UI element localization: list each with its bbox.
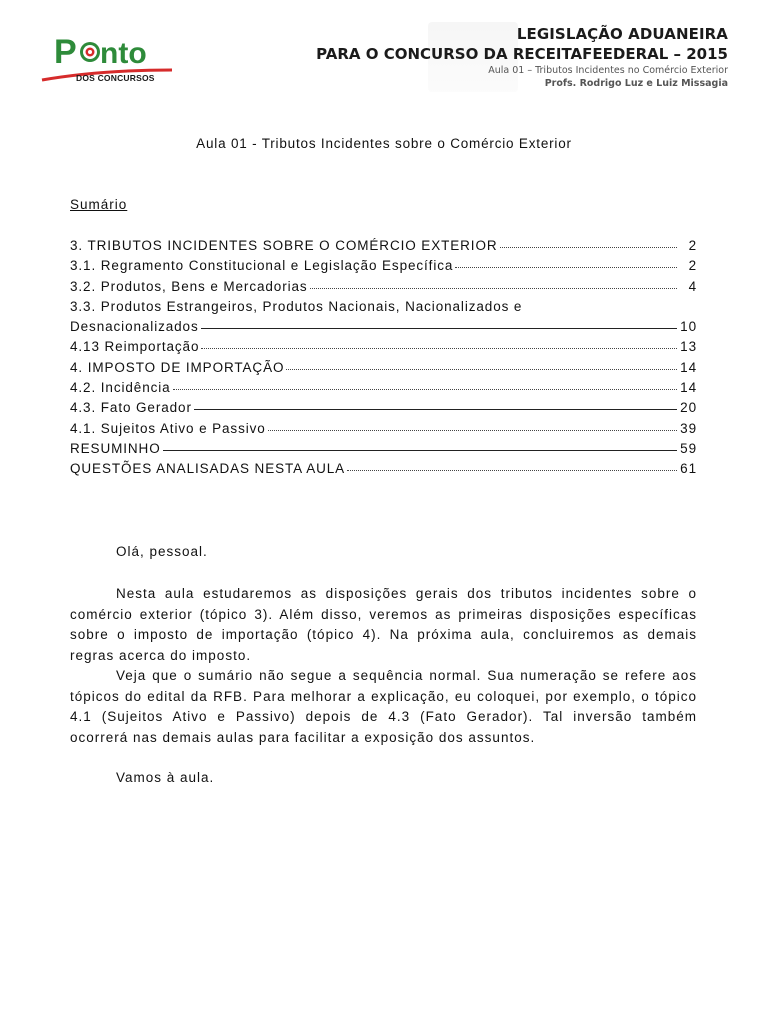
intro-text: Nesta aula estudaremos as disposições gerais dos tributos incidentes sobre o comércio exterior (tópico 3). Além disso, veremos as primeiras disposições específicas sobre o imposto de importação (tópico 4). Na próxima aula, concluiremos as demais regras acerca do imposto. bbox=[70, 586, 697, 663]
toc-entry-label: 3.3. Produtos Estrangeiros, Produtos Nacionais, Nacionalizados e bbox=[70, 298, 523, 314]
course-heading bbox=[316, 24, 728, 90]
explanation-paragraph bbox=[70, 666, 697, 748]
toc-leader-dots bbox=[286, 369, 677, 370]
toc-entry-label: QUESTÕES ANALISADAS NESTA AULA bbox=[70, 461, 346, 477]
toc-leader-dots bbox=[268, 430, 677, 431]
page-title: Aula 01 - Tributos Incidentes sobre o Comércio Exterior bbox=[196, 136, 572, 151]
toc-entry-label: 4. IMPOSTO DE IMPORTAÇÃO bbox=[70, 359, 285, 375]
toc-leader-dots bbox=[201, 348, 677, 349]
course-title-line1: LEGISLAÇÃO ADUANEIRA bbox=[516, 25, 728, 43]
toc-entry-page: 20 bbox=[680, 400, 697, 416]
toc-entry-label: 3.1. Regramento Constitucional e Legislação Específica bbox=[70, 258, 454, 274]
toc-entry-page: 59 bbox=[680, 440, 697, 456]
course-title-line2: PARA O CONCURSO DA RECEITAFEEDERAL – 2015 bbox=[316, 45, 728, 63]
toc-entry-page: 2 bbox=[688, 238, 697, 253]
toc-leader-dots bbox=[347, 470, 677, 471]
ponto-logo bbox=[40, 30, 180, 92]
logo-text-nto: nto bbox=[100, 37, 147, 70]
closing-text: Vamos à aula. bbox=[116, 770, 215, 785]
toc-entry[interactable] bbox=[70, 360, 697, 380]
toc-leader-line bbox=[163, 450, 677, 451]
toc-entry-label: 4.13 Reimportação bbox=[70, 339, 200, 355]
toc-entry-page: 39 bbox=[680, 420, 697, 436]
logo-text-p: P bbox=[54, 33, 77, 71]
toc-entry-page: 2 bbox=[688, 258, 697, 274]
document-header bbox=[0, 0, 768, 110]
toc-entry-label: Desnacionalizados bbox=[70, 319, 199, 335]
logo-subtitle: DOS CONCURSOS bbox=[76, 73, 155, 83]
toc-entry-label: 3. TRIBUTOS INCIDENTES SOBRE O COMÉRCIO EXTERIOR bbox=[70, 238, 498, 253]
greeting-text: Olá, pessoal. bbox=[116, 544, 208, 559]
toc-entry[interactable] bbox=[70, 421, 697, 441]
toc-entry[interactable] bbox=[70, 279, 697, 299]
toc-entry-page: 14 bbox=[680, 359, 697, 375]
toc-entry[interactable] bbox=[70, 380, 697, 400]
intro-paragraph bbox=[70, 584, 697, 666]
toc-entry[interactable] bbox=[70, 319, 697, 339]
toc-leader-dots bbox=[455, 267, 677, 268]
toc-entry[interactable] bbox=[70, 400, 697, 420]
toc-entry-label: 4.3. Fato Gerador bbox=[70, 400, 192, 416]
greeting-paragraph bbox=[70, 542, 697, 563]
toc-entry[interactable] bbox=[70, 339, 697, 359]
toc-entry[interactable] bbox=[70, 258, 697, 278]
toc-entry-label: RESUMINHO bbox=[70, 440, 161, 456]
authors-line: Profs. Rodrigo Luz e Luiz Missagia bbox=[544, 78, 728, 89]
toc-entry-label: 4.2. Incidência bbox=[70, 380, 171, 396]
toc-entry-page: 61 bbox=[680, 461, 697, 477]
toc-entry-page: 13 bbox=[680, 339, 697, 355]
toc-entry[interactable] bbox=[70, 441, 697, 461]
toc-entry-page: 14 bbox=[680, 380, 697, 396]
lesson-subtitle: Aula 01 – Tributos Incidentes no Comércio Exterior bbox=[488, 65, 728, 76]
closing-paragraph bbox=[70, 768, 697, 789]
toc-leader-dots bbox=[310, 288, 677, 289]
toc-entry-label: 4.1. Sujeitos Ativo e Passivo bbox=[70, 420, 266, 436]
toc-entry-page: 4 bbox=[688, 278, 697, 294]
toc-entry[interactable] bbox=[70, 299, 697, 319]
summary-heading: Sumário bbox=[70, 197, 128, 212]
toc-leader-dots bbox=[500, 247, 677, 248]
toc-leader-line bbox=[201, 328, 677, 329]
toc-entry-label: 3.2. Produtos, Bens e Mercadorias bbox=[70, 278, 308, 294]
explanation-text: Veja que o sumário não segue a sequência normal. Sua numeração se refere aos tópicos do edital da RFB. Para melhorar a explicação, eu coloquei, por exemplo, o tópico 4.1 (Sujeitos Ativo e Passivo) depois de 4.3 (Fato Gerador). Tal inversão também ocorrerá nas demais aulas para facilitar a exposição dos assuntos. bbox=[70, 668, 697, 745]
toc-entry-page: 10 bbox=[680, 319, 697, 335]
toc-entry[interactable] bbox=[70, 461, 697, 481]
toc-leader-dots bbox=[173, 389, 677, 390]
toc-entry[interactable] bbox=[70, 238, 697, 258]
table-of-contents bbox=[70, 238, 697, 482]
toc-leader-line bbox=[194, 409, 677, 410]
